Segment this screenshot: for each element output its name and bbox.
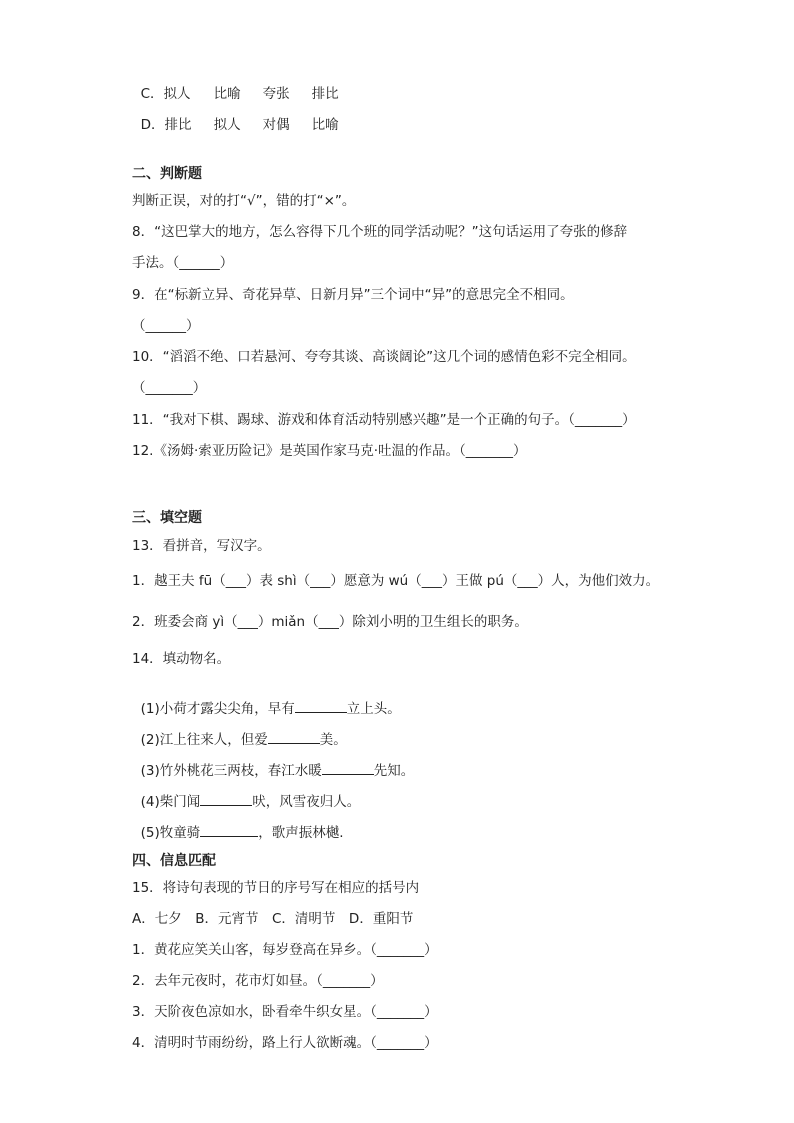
question-10-line-1: 10．“滔滔不绝、口若悬河、夸夸其谈、高谈阔论”这几个词的感情色彩不完全相同。	[132, 349, 636, 365]
option-d-word-4: 比喻	[311, 117, 339, 133]
option-c-word-3: 夸张	[262, 86, 290, 102]
question-14-item-3-text-a: (3)竹外桃花三两枝，春江水暖	[140, 763, 322, 779]
question-15-options: A．七夕 B．元宵节 C．清明节 D．重阳节	[132, 911, 414, 927]
question-8-line-1: 8．“这巴掌大的地方，怎么容得下几个班的同学活动呢？”这句话运用了夸张的修辞	[132, 224, 628, 240]
question-15: 15．将诗句表现的节日的序号写在相应的括号内	[132, 880, 420, 896]
question-8-line-2: 手法。（______）	[132, 255, 234, 271]
answer-blank[interactable]	[322, 761, 374, 775]
question-14-item-3-text-b: 先知。	[373, 763, 415, 779]
answer-blank[interactable]	[200, 823, 258, 837]
option-d-word-3: 对偶	[262, 117, 290, 133]
question-14: 14．填动物名。	[132, 651, 231, 667]
section-2-title: 二、判断题	[132, 166, 202, 182]
question-14-item-5-text-a: (5)牧童骑	[140, 825, 201, 841]
question-14-item-1-text-b: 立上头。	[346, 701, 401, 717]
question-15-item-4: 4．清明时节雨纷纷，路上行人欲断魂。（_______）	[132, 1035, 438, 1051]
option-d-label: D．排比	[140, 117, 192, 133]
question-14-item-4-text-a: (4)柴门闻	[140, 794, 201, 810]
question-12: 12.《汤姆·索亚历险记》是英国作家马克·吐温的作品。（_______）	[132, 443, 527, 459]
question-14-item-1-text-a: (1)小荷才露尖尖角，早有	[140, 701, 295, 717]
question-9-line-2: （______）	[132, 318, 200, 334]
question-15-item-2: 2．去年元夜时，花市灯如昼。（_______）	[132, 973, 384, 989]
question-11: 11．“我对下棋、踢球、游戏和体育活动特别感兴趣”是一个正确的句子。（_______）	[132, 412, 636, 428]
answer-blank[interactable]	[268, 730, 320, 744]
answer-blank[interactable]	[295, 699, 347, 713]
option-d	[132, 98, 339, 134]
option-d-word-2: 拟人	[213, 117, 241, 133]
question-14-item-4-text-b: 吠，风雪夜归人。	[252, 794, 361, 810]
option-c-word-4: 排比	[311, 86, 339, 102]
question-15-item-1: 1．黄花应笑关山客，每岁登高在异乡。（_______）	[132, 942, 438, 958]
question-15-item-3: 3．天阶夜色凉如水，卧看牵牛织女星。（_______）	[132, 1004, 438, 1020]
question-14-item-5	[132, 805, 344, 842]
question-14-item-2-text-b: 美。	[319, 732, 347, 748]
question-10-line-2: （_______）	[132, 380, 207, 396]
option-c-word-2: 比喻	[213, 86, 241, 102]
question-14-item-5-text-b: ，歌声振林樾.	[258, 825, 344, 841]
section-4-title: 四、信息匹配	[132, 853, 216, 869]
question-13-item-2: 2．班委会商 yì（___）miǎn（___）除刘小明的卫生组长的职务。	[132, 614, 528, 630]
question-13: 13．看拼音，写汉字。	[132, 538, 271, 554]
answer-blank[interactable]	[200, 792, 252, 806]
section-2-instruction: 判断正误，对的打“√”，错的打“×”。	[132, 193, 356, 209]
question-13-item-1: 1．越王夫 fū（___）表 shì（___）愿意为 wú（___）王做 pú（___）人，为他们效力。	[132, 573, 660, 589]
option-c-label: C．拟人	[140, 86, 191, 102]
question-14-item-2-text-a: (2)江上往来人，但爱	[140, 732, 268, 748]
question-9-line-1: 9．在“标新立异、奇花异草、日新月异”三个词中“异”的意思完全不相同。	[132, 287, 574, 303]
section-3-title: 三、填空题	[132, 510, 202, 526]
